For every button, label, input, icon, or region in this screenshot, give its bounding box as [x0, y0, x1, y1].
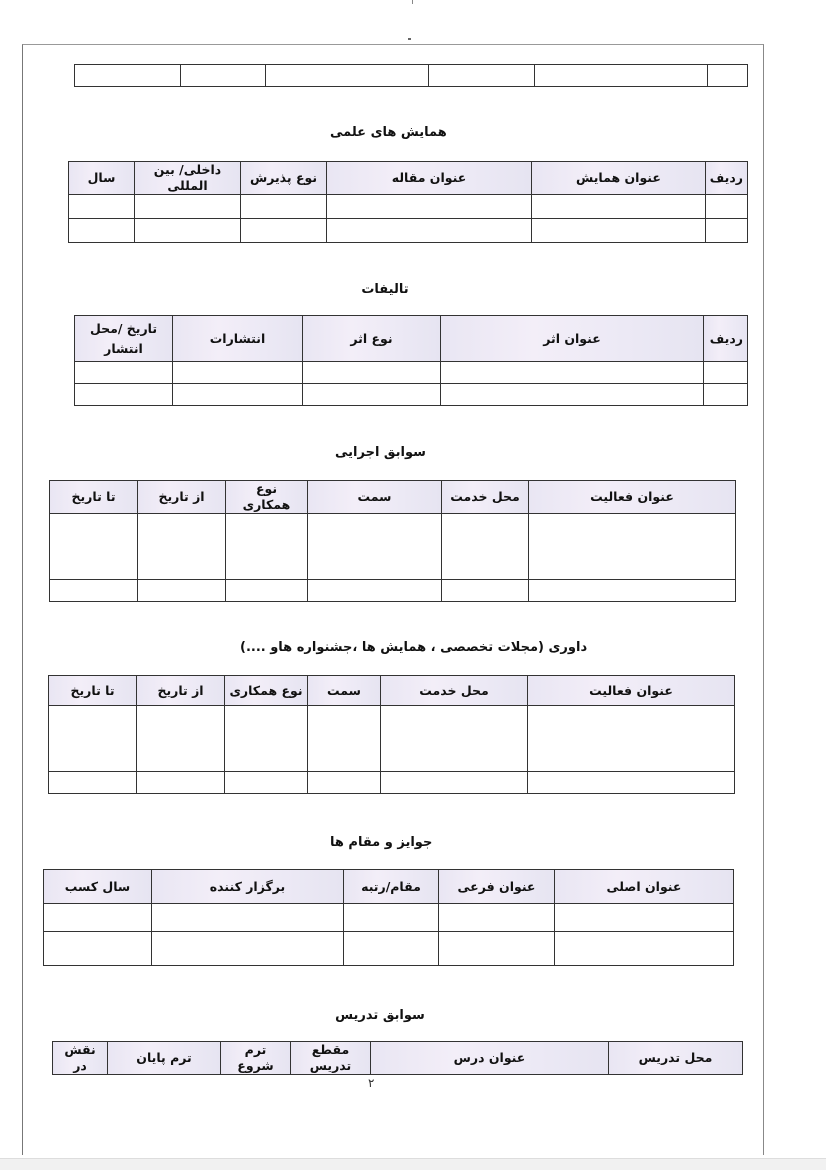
table-cell[interactable] [152, 932, 344, 966]
table-cell[interactable] [50, 580, 138, 602]
col-header: مقطع تدریس [291, 1042, 371, 1075]
table-cell[interactable] [555, 932, 734, 966]
table-cell[interactable] [532, 219, 706, 243]
table-row [50, 514, 736, 580]
table-cell[interactable] [135, 219, 241, 243]
table-cell[interactable] [225, 772, 308, 794]
table-row [44, 932, 734, 966]
table-cell[interactable] [708, 65, 748, 87]
table-cell[interactable] [344, 904, 439, 932]
table-header-row [69, 162, 748, 195]
scan-bottom-edge [0, 1158, 826, 1170]
col-header: ردیف [704, 316, 748, 362]
col-header: عنوان فعالیت [529, 481, 736, 514]
table-cell[interactable] [442, 580, 529, 602]
top-continuation-table [74, 64, 748, 87]
page-number: ۲ [368, 1076, 375, 1090]
col-header: عنوان فرعی [439, 870, 555, 904]
table-cell[interactable] [226, 580, 308, 602]
table-cell[interactable] [327, 195, 532, 219]
table-row [49, 706, 735, 772]
scan-speck [408, 38, 411, 40]
table-cell[interactable] [308, 580, 442, 602]
table-cell[interactable] [441, 362, 704, 384]
col-header: برگزار کننده [152, 870, 344, 904]
col-header: سمت [308, 481, 442, 514]
col-header: مقام/رتبه [344, 870, 439, 904]
col-header: محل خدمت [442, 481, 529, 514]
table-cell[interactable] [429, 65, 535, 87]
col-header: ترم شروع [221, 1042, 291, 1075]
table-cell[interactable] [381, 706, 528, 772]
col-header: ردیف [706, 162, 748, 195]
table-cell[interactable] [152, 904, 344, 932]
table-cell[interactable] [44, 904, 152, 932]
col-header: عنوان فعالیت [528, 676, 735, 706]
table-cell[interactable] [439, 932, 555, 966]
table-header-row [50, 481, 736, 514]
col-header: نقش در [53, 1042, 108, 1075]
table-cell[interactable] [303, 362, 441, 384]
col-header: عنوان اثر [441, 316, 704, 362]
col-header: محل خدمت [381, 676, 528, 706]
col-header: عنوان درس [371, 1042, 609, 1075]
col-header: از تاریخ [138, 481, 226, 514]
table-header-row [44, 870, 734, 904]
table-row [50, 580, 736, 602]
table-row [75, 362, 748, 384]
section-title-reviewing: داوری (مجلات تخصصی ، همایش ها ،جشنواره هاو ....) [240, 640, 588, 655]
table-cell[interactable] [75, 65, 181, 87]
table-cell[interactable] [308, 514, 442, 580]
col-header: داخلی/ بین المللی [135, 162, 241, 195]
conferences-table [68, 161, 748, 243]
table-cell[interactable] [137, 772, 225, 794]
section-title-executive: سوابق اجرایی [335, 445, 426, 460]
table-cell[interactable] [327, 219, 532, 243]
table-cell[interactable] [50, 514, 138, 580]
col-header: نوع اثر [303, 316, 441, 362]
col-header: نوع همکاری [225, 676, 308, 706]
table-cell[interactable] [69, 195, 135, 219]
table-cell[interactable] [532, 195, 706, 219]
col-header: انتشارات [173, 316, 303, 362]
table-cell[interactable] [138, 514, 226, 580]
table-cell[interactable] [173, 362, 303, 384]
col-header: سمت [308, 676, 381, 706]
table-cell[interactable] [181, 65, 266, 87]
col-header: نوع همکاری [226, 481, 308, 514]
table-cell[interactable] [381, 772, 528, 794]
col-header: محل تدریس [609, 1042, 743, 1075]
table-cell[interactable] [442, 514, 529, 580]
col-header: ترم پایان [108, 1042, 221, 1075]
col-header: تاریخ /محل انتشار [75, 316, 173, 362]
table-cell[interactable] [137, 706, 225, 772]
table-cell[interactable] [344, 932, 439, 966]
table-header-row [49, 676, 735, 706]
table-row [75, 65, 748, 87]
table-cell[interactable] [266, 65, 429, 87]
table-cell[interactable] [555, 904, 734, 932]
table-row [49, 772, 735, 794]
table-cell[interactable] [308, 706, 381, 772]
section-title-conferences: همایش های علمی [330, 125, 447, 140]
table-cell[interactable] [49, 772, 137, 794]
table-cell[interactable] [138, 580, 226, 602]
executive-table [49, 480, 736, 602]
table-cell[interactable] [535, 65, 708, 87]
section-title-books: تالیفات [361, 282, 409, 297]
table-row [75, 384, 748, 406]
table-cell[interactable] [241, 195, 327, 219]
col-header: تا تاریخ [49, 676, 137, 706]
table-cell[interactable] [704, 384, 748, 406]
section-title-awards: جوایز و مقام ها [330, 835, 433, 850]
col-header: نوع پذیرش [241, 162, 327, 195]
col-header: سال [69, 162, 135, 195]
table-cell[interactable] [529, 580, 736, 602]
table-cell[interactable] [706, 195, 748, 219]
col-header: عنوان اصلی [555, 870, 734, 904]
scan-mark [412, 0, 413, 4]
table-cell[interactable] [135, 195, 241, 219]
section-title-teaching: سوابق تدریس [335, 1008, 425, 1023]
table-cell[interactable] [706, 219, 748, 243]
table-cell[interactable] [308, 772, 381, 794]
table-cell[interactable] [226, 514, 308, 580]
table-row [44, 904, 734, 932]
table-cell[interactable] [439, 904, 555, 932]
table-cell[interactable] [44, 932, 152, 966]
table-cell[interactable] [303, 384, 441, 406]
table-row [69, 195, 748, 219]
col-header: از تاریخ [137, 676, 225, 706]
col-header: عنوان همایش [532, 162, 706, 195]
table-cell[interactable] [173, 384, 303, 406]
table-header-row [53, 1042, 743, 1075]
table-cell[interactable] [529, 514, 736, 580]
books-table [74, 315, 748, 406]
table-header-row [75, 316, 748, 362]
awards-table [43, 869, 734, 966]
table-cell[interactable] [69, 219, 135, 243]
col-header: سال کسب [44, 870, 152, 904]
table-cell[interactable] [528, 772, 735, 794]
table-cell[interactable] [528, 706, 735, 772]
table-cell[interactable] [75, 384, 173, 406]
col-header: عنوان مقاله [327, 162, 532, 195]
table-cell[interactable] [49, 706, 137, 772]
teaching-table [52, 1041, 743, 1075]
table-cell[interactable] [241, 219, 327, 243]
table-cell[interactable] [704, 362, 748, 384]
col-header: تا تاریخ [50, 481, 138, 514]
table-row [69, 219, 748, 243]
reviewing-table [48, 675, 735, 794]
table-cell[interactable] [225, 706, 308, 772]
table-cell[interactable] [441, 384, 704, 406]
table-cell[interactable] [75, 362, 173, 384]
